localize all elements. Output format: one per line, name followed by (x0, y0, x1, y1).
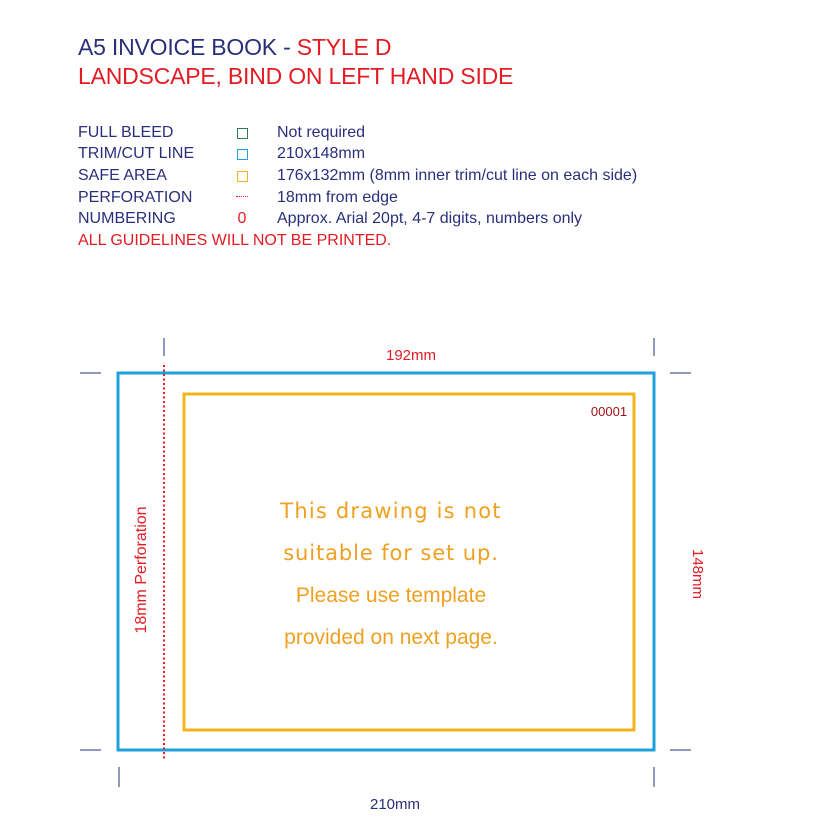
legend-value: Approx. Arial 20pt, 4-7 digits, numbers only (277, 210, 583, 227)
legend-label: NUMBERING (78, 210, 176, 227)
legend-value: 210x148mm (277, 145, 366, 162)
note-line-1: This drawing is not (280, 499, 502, 523)
legend-label: TRIM/CUT LINE (78, 145, 195, 162)
legend-label: SAFE AREA (78, 167, 167, 184)
guidelines-footnote: ALL GUIDELINES WILL NOT BE PRINTED. (78, 232, 392, 249)
numbering-symbol: 0 (237, 210, 247, 227)
legend-value: Not required (277, 124, 366, 141)
right-dimension-label: 148mm (689, 548, 706, 600)
top-dimension-label: 192mm (385, 347, 437, 364)
invoice-number-sample: 00001 (590, 404, 628, 419)
note-line-2: suitable for set up. (283, 541, 499, 565)
legend-label: FULL BLEED (78, 124, 174, 141)
page-subtitle: LANDSCAPE, BIND ON LEFT HAND SIDE (78, 63, 514, 89)
note-line-3: Please use template (295, 584, 487, 607)
note-line-4: provided on next page. (284, 626, 498, 649)
perforation-label: 18mm Perforation (133, 506, 150, 634)
title-prefix: A5 INVOICE BOOK - (78, 34, 297, 60)
legend-value: 176x132mm (8mm inner trim/cut line on each side) (277, 167, 638, 184)
title-style: STYLE D (296, 34, 392, 60)
legend-value: 18mm from edge (277, 189, 398, 206)
legend-label: PERFORATION (78, 189, 193, 206)
bottom-dimension-label: 210mm (369, 796, 421, 813)
